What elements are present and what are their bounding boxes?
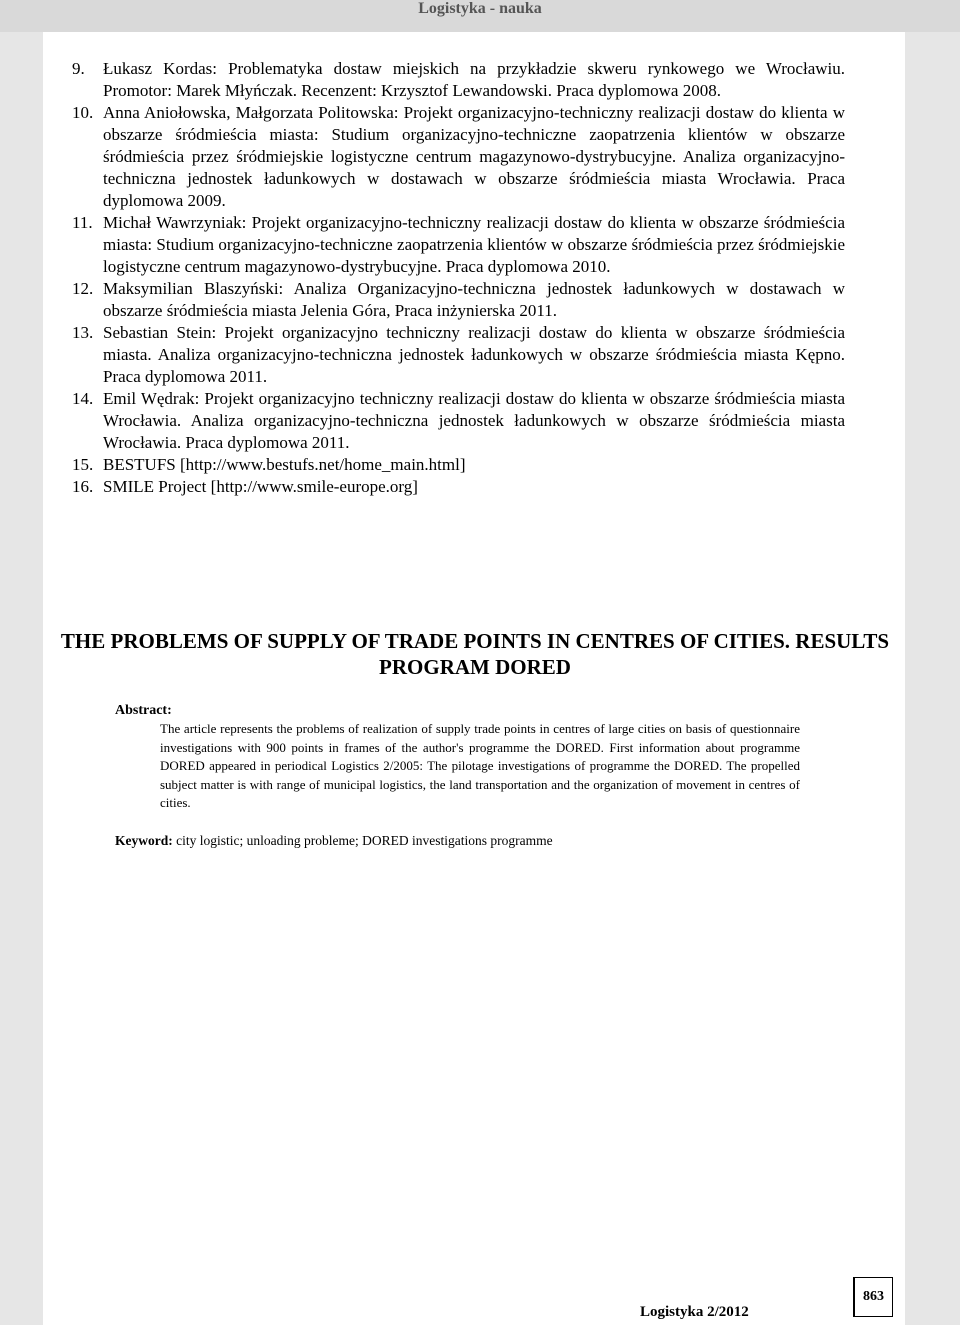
reference-number: 16. — [72, 477, 94, 496]
header-title: Logistyka - nauka — [418, 0, 542, 17]
abstract-label: Abstract: — [115, 703, 172, 718]
reference-item — [72, 58, 845, 102]
keywords-text: city logistic; unloading probleme; DORED investigations programme — [172, 833, 553, 848]
reference-text: Michał Wawrzyniak: Projekt organizacyjno-techniczny realizacji dostaw do klienta w obszarze śródmieścia miasta: Studium organizacyjno-techniczne zaopatrzenia klientów w obszarze śródmieścia przez śródmiejskie logistyczne centrum magazynowo-dystrybucyjne. Praca dyplomowa 2010. — [103, 213, 845, 276]
reference-text: Anna Aniołowska, Małgorzata Politowska: Projekt organizacyjno-techniczny realizacji dostaw do klienta w obszarze śródmieścia miasta: Studium organizacyjno-techniczne zaopatrzenia klientów w obszarze śródmieścia przez śródmiejskie logistyczne centrum magazynowo-dystrybucyjne. Analiza organizacyjno-techniczna jednostek ładunkowych w dostawach w obszarze śródmieścia miasta Wrocławia. Praca dyplomowa 2009. — [103, 103, 845, 210]
reference-text: SMILE Project [http://www.smile-europe.org] — [103, 477, 418, 496]
reference-text: Łukasz Kordas: Problematyka dostaw miejskich na przykładzie skweru rynkowego we Wrocławiu. Promotor: Marek Młyńczak. Recenzent: Krzysztof Lewandowski. Praca dyplomowa 2008. — [103, 59, 845, 100]
reference-text: BESTUFS [http://www.bestufs.net/home_main.html] — [103, 455, 466, 474]
reference-number: 9. — [72, 59, 85, 78]
keywords-label: Keyword: — [115, 833, 173, 848]
reference-text: Maksymilian Blaszyński: Analiza Organizacyjno-techniczna jednostek ładunkowych w dostawach w obszarze śródmieścia miasta Jelenia Góra, Praca inżynierska 2011. — [103, 279, 845, 320]
abstract-text: The article represents the problems of realization of supply trade points in centres of large cities on basis of questionnaire investigations with 900 points in frames of the author's programme the DORED. First information about programme DORED appeared in periodical Logistics 2/2005: The pilotage investigations of programme the DORED. The propelled subject matter is with range of municipal logistics, the land transportation and the organization of movement in centres of cities. — [160, 721, 800, 810]
page-number: 863 — [853, 1277, 893, 1317]
keywords-line — [115, 832, 553, 850]
reference-item — [72, 476, 845, 498]
reference-number: 13. — [72, 323, 94, 342]
reference-number: 11. — [72, 213, 93, 232]
reference-item — [72, 278, 845, 322]
reference-item — [72, 388, 845, 454]
reference-list — [72, 58, 845, 498]
reference-text: Emil Wędrak: Projekt organizacyjno techniczny realizacji dostaw do klienta w obszarze śródmieścia miasta Wrocławia. Analiza organizacyjno-techniczna jednostek ładunkowych w obszarze śródmieścia miasta Wrocławia. Praca dyplomowa 2011. — [103, 389, 845, 452]
reference-item — [72, 212, 845, 278]
article-title: THE PROBLEMS OF SUPPLY OF TRADE POINTS IN CENTRES OF CITIES. RESULTS PROGRAM DORED — [60, 629, 890, 679]
reference-number: 15. — [72, 455, 94, 474]
reference-number: 12. — [72, 279, 94, 298]
footer-journal: Logistyka 2/2012 — [640, 1304, 749, 1320]
reference-item — [72, 102, 845, 212]
reference-number: 10. — [72, 103, 94, 122]
reference-number: 14. — [72, 389, 94, 408]
reference-text: Sebastian Stein: Projekt organizacyjno techniczny realizacji dostaw do klienta w obszarze śródmieścia miasta. Analiza organizacyjno-techniczna jednostek ładunkowych w obszarze śródmieścia miasta Kępno. Praca dyplomowa 2011. — [103, 323, 845, 386]
running-header — [0, 0, 960, 32]
reference-item — [72, 322, 845, 388]
reference-item — [72, 454, 845, 476]
